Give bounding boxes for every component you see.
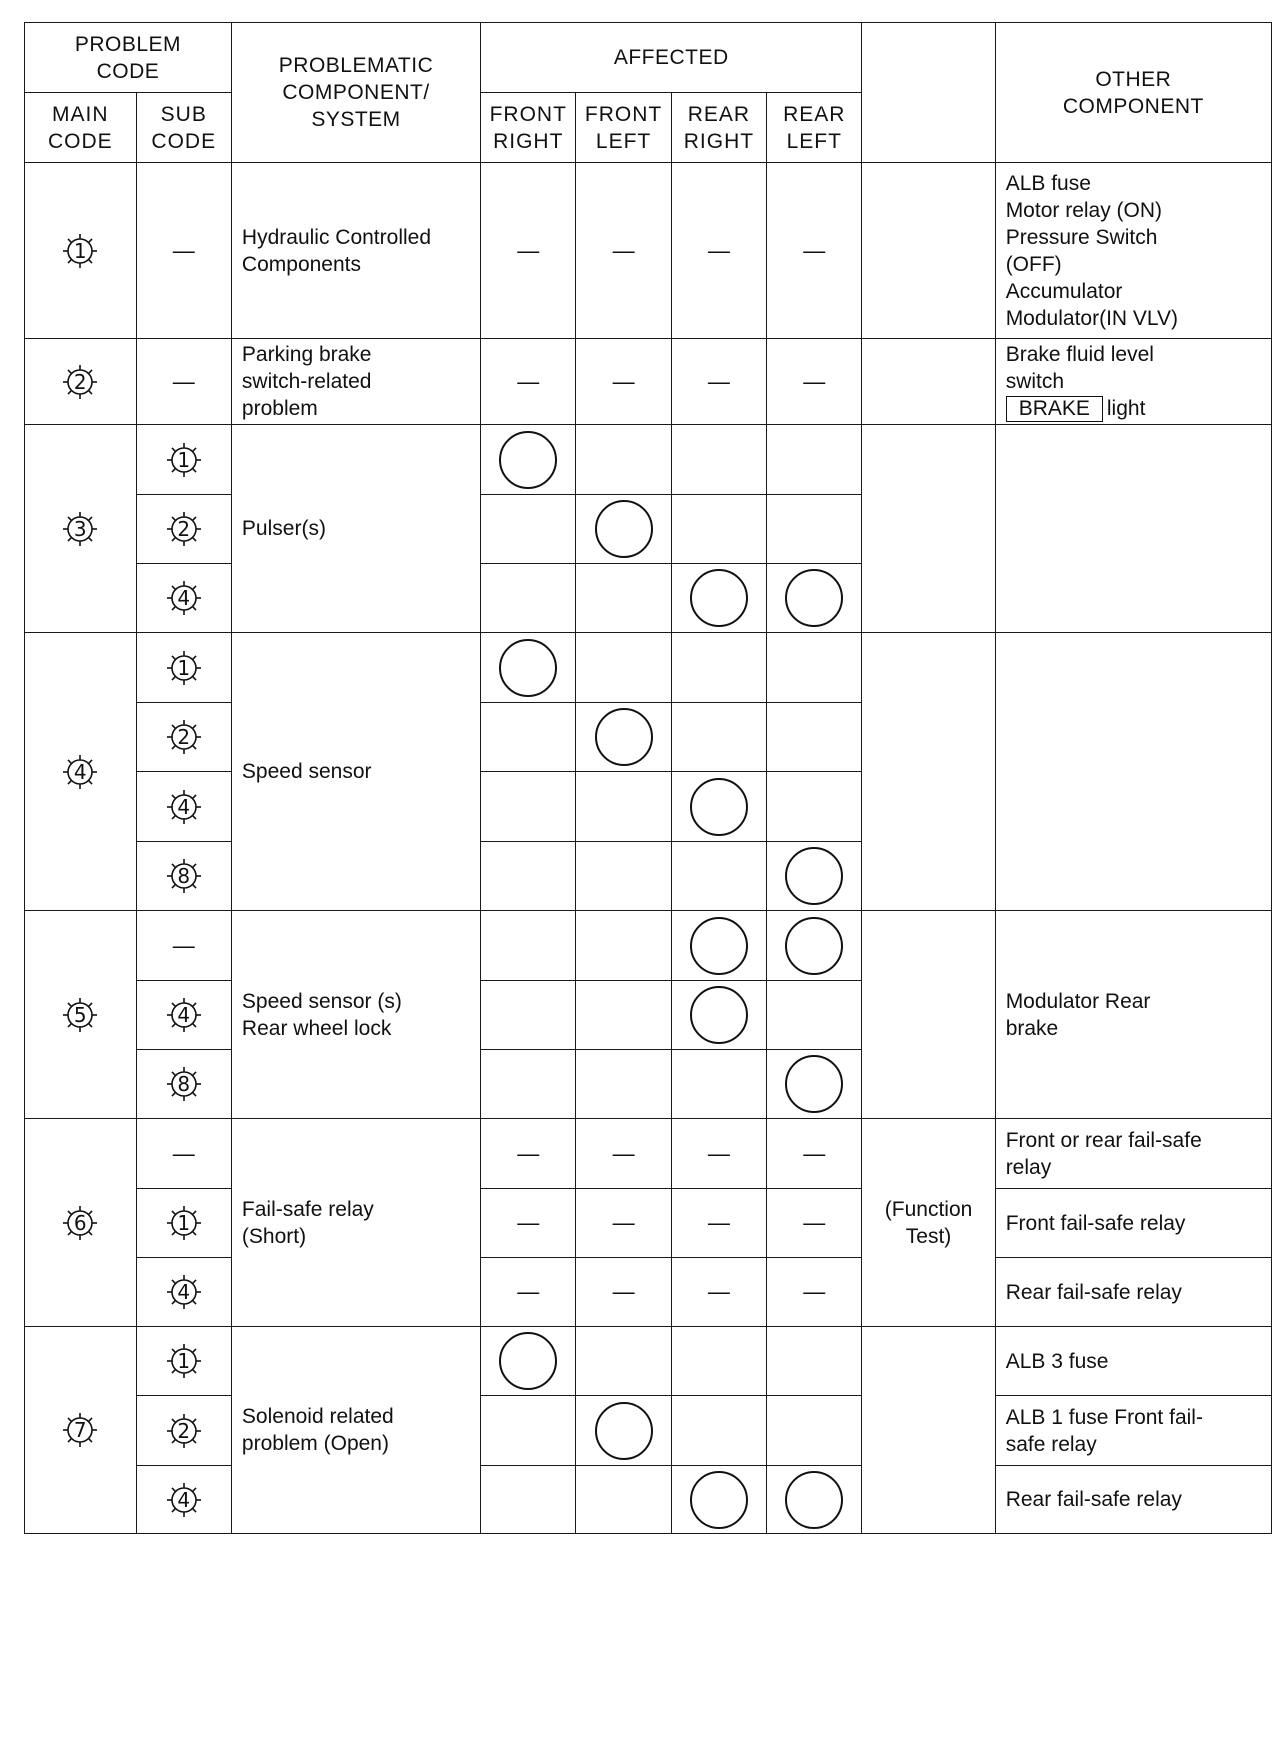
code-number: 4 <box>177 1280 191 1304</box>
sub-code-cell <box>136 1396 231 1466</box>
main-code-cell <box>25 339 137 425</box>
code-icon <box>164 1411 204 1451</box>
rear-left-cell <box>767 633 862 703</box>
other-component-line: switch <box>1005 370 1065 393</box>
dash-mark: — <box>612 1140 635 1166</box>
code-number: 4 <box>177 794 191 819</box>
front-right-cell <box>481 981 576 1050</box>
code-icon <box>60 1410 100 1450</box>
dash-mark: — <box>803 1279 826 1304</box>
sub-code-cell <box>136 1189 231 1258</box>
other-component-line: Modulator(IN VLV) <box>1005 306 1179 330</box>
sub-code-cell <box>136 1466 231 1534</box>
sub-code-cell <box>136 633 231 703</box>
blank-cell <box>862 911 995 1119</box>
code-icon <box>164 787 204 827</box>
other-component-cell <box>995 163 1271 339</box>
table-row <box>25 911 1272 981</box>
front-right-cell <box>481 163 576 339</box>
code-number: 1 <box>177 1349 191 1373</box>
affected-circle-mark <box>499 431 557 489</box>
rear-left-cell <box>767 1189 862 1258</box>
rear-right-cell <box>671 495 766 564</box>
rear-left-cell <box>767 772 862 842</box>
code-number: 6 <box>73 1210 87 1235</box>
front-left-cell <box>576 564 671 633</box>
code-number: 8 <box>177 1072 191 1096</box>
rear-left-cell <box>767 495 862 564</box>
code-icon <box>164 578 204 618</box>
rear-left-cell <box>767 339 862 425</box>
dash-mark: — <box>707 1140 730 1166</box>
other-component-cell <box>995 339 1271 425</box>
front-right-cell <box>481 1327 576 1396</box>
sub-code-cell <box>136 425 231 495</box>
rear-left-cell <box>767 1119 862 1189</box>
sub-code-cell <box>136 1119 231 1189</box>
rear-left-cell <box>767 1050 862 1119</box>
code-icon <box>164 1341 204 1381</box>
front-left-cell <box>576 1466 671 1534</box>
front-right-cell <box>481 339 576 425</box>
header-front-left: FRONT LEFT <box>576 93 671 163</box>
rear-right-cell <box>671 163 766 339</box>
code-number: 4 <box>177 586 191 610</box>
other-component-cell: ALB 1 fuse Front fail-safe relay <box>995 1396 1271 1466</box>
front-left-cell <box>576 339 671 425</box>
other-component-line: Motor relay (ON) <box>1005 198 1163 222</box>
main-code-cell <box>25 633 137 911</box>
component-cell: Solenoid related problem (Open) <box>231 1327 480 1534</box>
code-icon <box>164 1480 204 1520</box>
sub-code-cell <box>136 1050 231 1119</box>
front-left-cell <box>576 495 671 564</box>
affected-circle-mark <box>499 639 557 697</box>
affected-circle-mark <box>690 1471 748 1529</box>
affected-circle-mark <box>595 500 653 558</box>
rear-right-cell <box>671 564 766 633</box>
other-component-cell: Front or rear fail-safe relay <box>995 1119 1271 1189</box>
other-component-cell: Rear fail-safe relay <box>995 1258 1271 1327</box>
code-number: 5 <box>73 1002 87 1027</box>
rear-left-cell <box>767 564 862 633</box>
sub-code-cell <box>136 495 231 564</box>
rear-left-cell <box>767 1466 862 1534</box>
rear-right-cell <box>671 1466 766 1534</box>
rear-right-cell <box>671 425 766 495</box>
component-cell: Fail-safe relay (Short) <box>231 1119 480 1327</box>
document-page <box>24 22 1272 1534</box>
other-component-line: ALB fuse <box>1005 171 1091 195</box>
rear-left-cell <box>767 425 862 495</box>
rear-right-cell <box>671 1119 766 1189</box>
other-component-line: Brake fluid level <box>1005 343 1154 366</box>
sub-code-dash: — <box>172 1140 195 1166</box>
front-left-cell <box>576 772 671 842</box>
rear-right-cell <box>671 772 766 842</box>
code-number: 2 <box>177 1418 191 1443</box>
affected-circle-mark <box>499 1332 557 1390</box>
rear-right-cell <box>671 703 766 772</box>
affected-circle-mark <box>690 986 748 1044</box>
code-number: 1 <box>177 655 191 680</box>
table-row <box>25 1396 1272 1466</box>
code-icon <box>164 440 204 480</box>
sub-code-cell <box>136 564 231 633</box>
code-number: 4 <box>177 1003 191 1027</box>
rear-right-cell <box>671 1189 766 1258</box>
affected-circle-mark <box>785 1055 843 1113</box>
front-right-cell <box>481 425 576 495</box>
table-row <box>25 633 1272 703</box>
code-icon <box>164 995 204 1035</box>
code-icon <box>164 648 204 688</box>
front-right-cell <box>481 772 576 842</box>
sub-code-cell <box>136 911 231 981</box>
affected-circle-mark <box>785 917 843 975</box>
dash-mark: — <box>517 368 540 394</box>
sub-code-cell <box>136 842 231 911</box>
other-component-cell: Rear fail-safe relay <box>995 1466 1271 1534</box>
code-icon <box>60 509 100 549</box>
sub-code-cell <box>136 981 231 1050</box>
rear-left-cell <box>767 1327 862 1396</box>
rear-left-cell <box>767 163 862 339</box>
dash-mark: — <box>612 368 635 394</box>
function-test-cell: (Function Test) <box>862 1119 995 1327</box>
code-icon <box>164 856 204 896</box>
front-left-cell <box>576 425 671 495</box>
dash-mark: — <box>803 368 826 394</box>
front-right-cell <box>481 842 576 911</box>
dash-mark: — <box>707 1210 730 1235</box>
rear-left-cell <box>767 981 862 1050</box>
code-icon <box>60 995 100 1035</box>
brake-light-label: light <box>1106 397 1146 420</box>
header-sub-code: SUB CODE <box>136 93 231 163</box>
code-number: 7 <box>73 1418 87 1442</box>
front-right-cell <box>481 1396 576 1466</box>
rear-right-cell <box>671 911 766 981</box>
front-right-cell <box>481 911 576 981</box>
code-icon <box>164 1203 204 1243</box>
front-left-cell <box>576 1050 671 1119</box>
rear-right-cell <box>671 339 766 425</box>
rear-right-cell <box>671 1396 766 1466</box>
front-right-cell <box>481 1466 576 1534</box>
dash-mark: — <box>517 1210 540 1235</box>
sub-code-dash: — <box>172 368 195 394</box>
dash-mark: — <box>612 1210 635 1235</box>
header-front-right: FRONT RIGHT <box>481 93 576 163</box>
header-main-code: MAIN CODE <box>25 93 137 163</box>
front-right-cell <box>481 495 576 564</box>
rear-left-cell <box>767 1396 862 1466</box>
dash-mark: — <box>612 237 635 263</box>
table-row <box>25 1327 1272 1396</box>
component-cell: Pulser(s) <box>231 425 480 633</box>
code-icon <box>164 509 204 549</box>
abs-problem-code-table <box>24 22 1272 1534</box>
code-number: 8 <box>177 864 191 888</box>
component-cell: Speed sensor <box>231 633 480 911</box>
code-number: 1 <box>73 238 87 263</box>
code-number: 2 <box>177 725 191 749</box>
blank-cell <box>862 425 995 633</box>
component-cell: Speed sensor (s) Rear wheel lock <box>231 911 480 1119</box>
code-icon <box>60 362 100 402</box>
header-blank <box>862 23 995 163</box>
other-component-cell <box>995 633 1271 911</box>
dash-mark: — <box>517 1279 540 1304</box>
front-right-cell <box>481 633 576 703</box>
front-left-cell <box>576 1119 671 1189</box>
main-code-cell <box>25 911 137 1119</box>
dash-mark: — <box>517 237 540 263</box>
code-number: 2 <box>177 517 191 541</box>
sub-code-cell <box>136 1258 231 1327</box>
header-rear-right: REAR RIGHT <box>671 93 766 163</box>
code-number: 3 <box>73 516 87 541</box>
code-number: 1 <box>177 447 191 472</box>
dash-mark: — <box>803 1210 826 1235</box>
dash-mark: — <box>707 368 730 394</box>
affected-circle-mark <box>690 569 748 627</box>
affected-circle-mark <box>595 708 653 766</box>
sub-code-dash: — <box>172 237 195 263</box>
other-component-line: Accumulator <box>1005 279 1123 303</box>
rear-left-cell <box>767 911 862 981</box>
sub-code-dash: — <box>172 932 195 958</box>
table-row <box>25 1258 1272 1327</box>
rear-left-cell <box>767 1258 862 1327</box>
table-row <box>25 425 1272 495</box>
code-icon <box>164 717 204 757</box>
code-number: 2 <box>73 369 87 394</box>
header-rear-left: REAR LEFT <box>767 93 862 163</box>
front-left-cell <box>576 1189 671 1258</box>
other-component-cell <box>995 425 1271 633</box>
blank-cell <box>862 633 995 911</box>
front-right-cell <box>481 1189 576 1258</box>
rear-right-cell <box>671 842 766 911</box>
other-component-line: Pressure Switch <box>1005 225 1158 249</box>
front-left-cell <box>576 911 671 981</box>
rear-left-cell <box>767 703 862 772</box>
sub-code-cell <box>136 163 231 339</box>
affected-circle-mark <box>785 847 843 905</box>
dash-mark: — <box>517 1140 540 1166</box>
other-component-cell: ALB 3 fuse <box>995 1327 1271 1396</box>
sub-code-cell <box>136 1327 231 1396</box>
table-row <box>25 1466 1272 1534</box>
affected-circle-mark <box>785 1471 843 1529</box>
front-left-cell <box>576 1327 671 1396</box>
front-left-cell <box>576 1396 671 1466</box>
header-problematic-component: PROBLEMATIC COMPONENT/ SYSTEM <box>231 23 480 163</box>
table-row <box>25 1189 1272 1258</box>
table-row <box>25 163 1272 339</box>
brake-indicator-box: BRAKE <box>1006 396 1103 422</box>
component-cell: Hydraulic Controlled Components <box>231 163 480 339</box>
header-affected: AFFECTED <box>481 23 862 93</box>
code-icon <box>164 1064 204 1104</box>
front-right-cell <box>481 564 576 633</box>
code-icon <box>60 1203 100 1243</box>
rear-right-cell <box>671 633 766 703</box>
front-left-cell <box>576 1258 671 1327</box>
rear-right-cell <box>671 1327 766 1396</box>
main-code-cell <box>25 425 137 633</box>
other-component-cell: Front fail-safe relay <box>995 1189 1271 1258</box>
main-code-cell <box>25 1327 137 1534</box>
front-right-cell <box>481 1119 576 1189</box>
dash-mark: — <box>803 1140 826 1166</box>
affected-circle-mark <box>595 1402 653 1460</box>
sub-code-cell <box>136 339 231 425</box>
dash-mark: — <box>803 237 826 263</box>
blank-cell <box>862 1327 995 1534</box>
brake-light-line <box>1006 395 1271 422</box>
rear-left-cell <box>767 842 862 911</box>
dash-mark: — <box>707 1279 730 1304</box>
front-left-cell <box>576 703 671 772</box>
front-left-cell <box>576 842 671 911</box>
table-row <box>25 1119 1272 1189</box>
dash-mark: — <box>612 1279 635 1304</box>
front-right-cell <box>481 703 576 772</box>
blank-cell <box>862 163 995 339</box>
affected-circle-mark <box>785 569 843 627</box>
affected-circle-mark <box>690 778 748 836</box>
front-right-cell <box>481 1050 576 1119</box>
code-number: 4 <box>73 759 87 784</box>
code-number: 1 <box>177 1211 191 1235</box>
front-left-cell <box>576 981 671 1050</box>
sub-code-cell <box>136 772 231 842</box>
code-icon <box>60 231 100 271</box>
code-icon <box>60 752 100 792</box>
header-other-component: OTHER COMPONENT <box>995 23 1271 163</box>
other-component-cell: Modulator Rear brake <box>995 911 1271 1119</box>
dash-mark: — <box>707 237 730 263</box>
table-row <box>25 339 1272 425</box>
blank-cell <box>862 339 995 425</box>
front-right-cell <box>481 1258 576 1327</box>
other-component-line: (OFF) <box>1005 252 1062 276</box>
table-body <box>25 163 1272 1534</box>
affected-circle-mark <box>690 917 748 975</box>
front-left-cell <box>576 633 671 703</box>
front-left-cell <box>576 163 671 339</box>
code-icon <box>164 1272 204 1312</box>
code-number: 4 <box>177 1487 191 1512</box>
component-cell: Parking brake switch-related problem <box>231 339 480 425</box>
rear-right-cell <box>671 1258 766 1327</box>
header-problem-code: PROBLEM CODE <box>25 23 232 93</box>
rear-right-cell <box>671 1050 766 1119</box>
rear-right-cell <box>671 981 766 1050</box>
sub-code-cell <box>136 703 231 772</box>
main-code-cell <box>25 163 137 339</box>
main-code-cell <box>25 1119 137 1327</box>
